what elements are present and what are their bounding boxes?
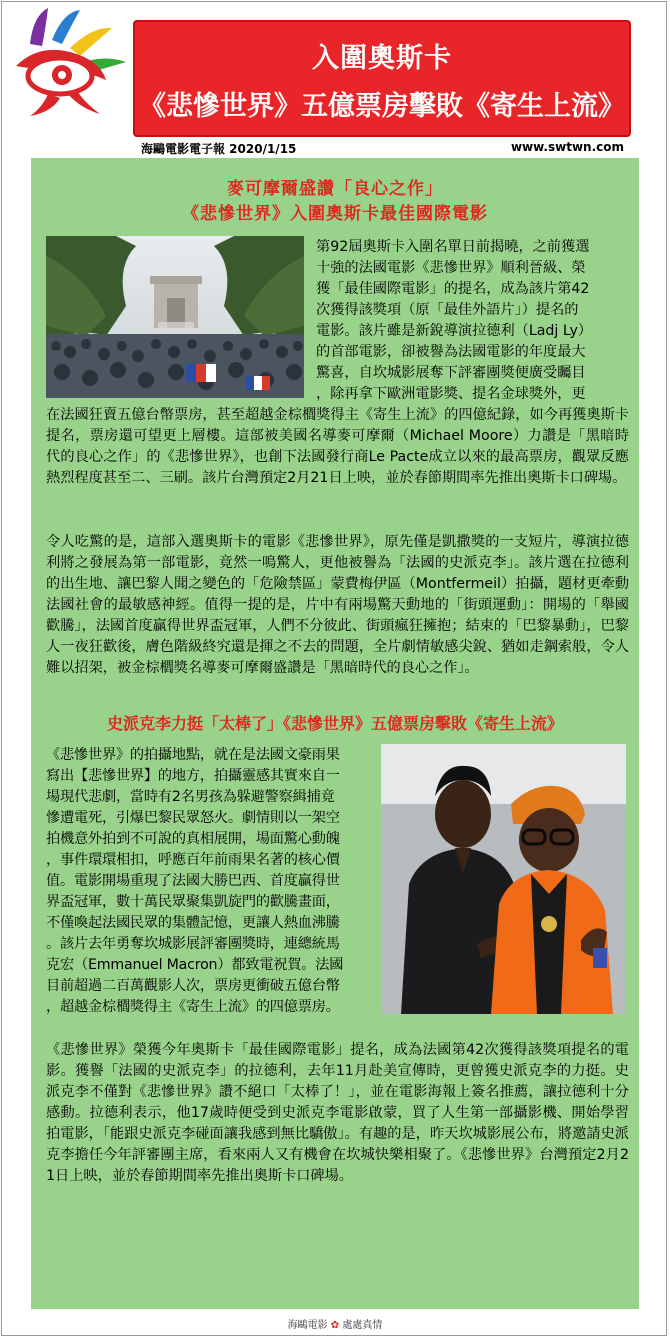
section1-para2: 令人吃驚的是，這部入選奧斯卡的電影《悲慘世界》，原先僅是凱撒獎的一支短片，導演拉德利將之發展為第一部電影，竟然一鳴驚人，更他被譽為「法國的史派克李」。該片選在拉德利的出生地、讓巴黎人聞之變色的「危險禁區」蒙費梅伊區（Montfermeil）拍攝，題材更牽動法國社會的最敏感神經。值得一提的是，片中有兩場驚天動地的「街頭運動」：開場的「舉國歡騰」，法國首度贏得世界盃冠軍，人們不分彼此、街頭瘋狂擁抱；結束的「巴黎暴動」，巴黎人一夜狂歡後，膚色階級終究還是揮之不去的問題，全片劇情敏感尖銳、猶如走鋼索般，令人難以招架，被金棕櫚獎名導麥可摩爾盛讚是「黑暗時代的良心之作」。 [46, 534, 629, 676]
text-line: 場現代悲劇，當時有2名男孩為躲避警察緝捕竟 [46, 789, 335, 805]
headline-banner [133, 20, 631, 137]
section1-heading-line2: 《悲慘世界》入圍奧斯卡最佳國際電影 [182, 204, 488, 224]
section2-para2: 《悲慘世界》榮獲今年奧斯卡「最佳國際電影」提名，成為法國第42次獲得該獎項提名的電影。獲譽「法國的史派克李」的拉德利，去年11月赴美宣傳時，更曾獲史派克李的力挺。史派克李不僅對《悲慘世界》讚不絕口「太棒了！」，並在電影海報上簽名推薦，讓拉德利十分感動。拉德利表示，他17歲時便受到史派克李電影啟蒙，買了人生第一部攝影機、開始學習拍電影，「能跟史派克李碰面讓我感到無比驕傲」。有趣的是，昨天坎城影展公布，將邀請史派克李擔任今年評審團主席，看來兩人又有機會在坎城快樂相聚了。《悲慘世界》台灣預定2月21日上映，並於春節期間率先推出奧斯卡口碑場。 [46, 1042, 629, 1184]
text-line: ，事件環環相扣，呼應百年前雨果名著的核心價 [46, 852, 340, 868]
text-line: 《悲慘世界》的拍攝地點，就在是法國文豪雨果 [46, 747, 340, 763]
text-line: 目前超過二百萬觀影人次，票房更衝破五億台幣 [46, 978, 340, 994]
section2-heading: 史派克李力挺「太棒了」《悲慘世界》五億票房擊敗《寄生上流》 [106, 714, 563, 733]
seagull-eye-logo-icon [8, 4, 130, 120]
text-line: 值。電影開場重現了法國大勝巴西、首度贏得世 [46, 873, 340, 889]
text-line: 克宏（Emmanuel Macron）都致電祝賀。法國 [46, 957, 344, 973]
text-line: 拍機意外拍到不可說的真相展開，場面驚心動魄 [46, 831, 340, 847]
text-line: 。該片去年勇奪坎城影展評審團獎時，連總統馬 [46, 936, 340, 952]
source-date: 海鷗電影電子報 2020/1/15 [141, 142, 297, 156]
text-line: 界盃冠軍，數十萬民眾聚集凱旋門的歡騰畫面， [46, 894, 340, 910]
headline-line-1: 入圍奧斯卡 [312, 43, 452, 74]
text-line: 慘遭電死，引爆巴黎民眾怒火。劇情則以一架空 [46, 810, 340, 826]
text-line: 獲「最佳國際電影」的提名，成為該片第42 [316, 281, 590, 297]
text-line: 十強的法國電影《悲慘世界》順利晉級、榮 [316, 260, 586, 276]
text-line: 的首部電影，卻被譽為法國電影的年度最大 [316, 344, 586, 360]
text-line: 第92屆奧斯卡入圍名單日前揭曉，之前獲選 [316, 239, 590, 255]
website-link[interactable]: www.swtwn.com [510, 140, 624, 154]
text-line: 驚喜，自坎城影展奪下評審團獎便廣受矚目 [316, 365, 586, 381]
text-line: ，超越金棕櫚獎得主《寄生上流》的四億票房。 [46, 999, 340, 1015]
text-line: 電影。該片雖是新銳導演拉德利（Ladj Ly） [316, 323, 593, 339]
footer-brand-right: 處處真情 [342, 1320, 383, 1331]
footer-brand-left: 海鷗電影 [287, 1320, 328, 1331]
text-line: 不僅喚起法國民眾的集體記憶，更讓人熱血沸騰 [46, 915, 340, 931]
footer-brand [0, 1316, 670, 1331]
text-line: ，除再拿下歐洲電影獎、提名金球獎外，更 [316, 386, 586, 402]
crowd-arc-de-triomphe-photo [46, 236, 304, 398]
section2-para1 [46, 745, 378, 1018]
seagull-small-logo-icon: ✿ [330, 1320, 340, 1331]
section1-heading-line1: 麥可摩爾盛讚「良心之作」 [227, 179, 443, 199]
section1-para1-intro [316, 237, 626, 405]
headline-line-2: 《悲慘世界》五億票房擊敗《寄生上流》 [139, 91, 625, 122]
section1-para1-continued: 在法國狂賣五億台幣票房，甚至超越金棕櫚獎得主《寄生上流》的四億紀錄，如今再獲奧斯卡提名，票房還可望更上層樓。這部被美國名導麥可摩爾（Michael Moore）力讚是「黑暗時代的良心之作」的《悲慘世界》，也創下法國發行商Le Pacte成立以來的最高票房，觀眾反應熱烈程度甚至二、三刷。該片台灣預定2月21日上映，並於春節期間率先推出奧斯卡口碑場。 [46, 407, 629, 486]
text-line: 寫出【悲慘世界】的地方，拍攝靈感其實來自一 [46, 768, 340, 784]
text-line: 次獲得該獎項（原「最佳外語片」）提名的 [316, 302, 579, 318]
ladj-ly-spike-lee-photo [381, 744, 626, 1014]
